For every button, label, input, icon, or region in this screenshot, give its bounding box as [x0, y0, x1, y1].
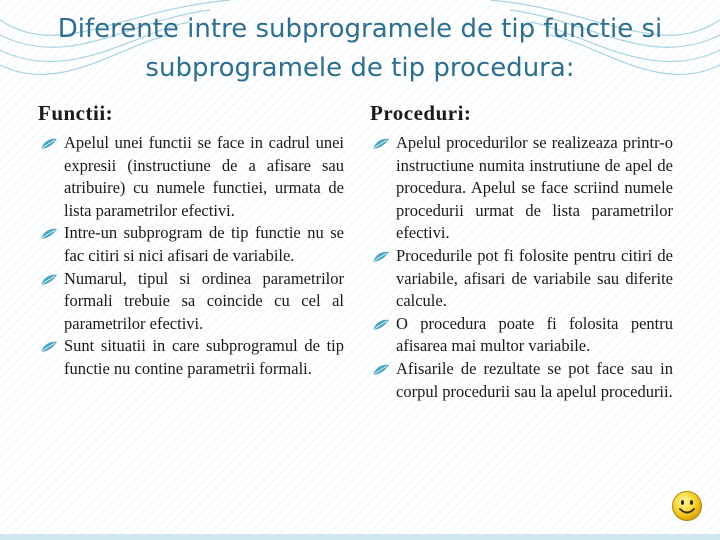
item-text: O procedura poate fi folosita pentru afisarea mai multor variabile. [396, 313, 673, 356]
leaf-bullet-icon [40, 228, 58, 240]
list-item [370, 245, 673, 313]
item-text: Procedurile pot fi folosite pentru citiri de variabile, afisari de variabile sau diferite calcule. [396, 245, 673, 311]
list-item [370, 358, 673, 403]
leaf-bullet-icon [40, 274, 58, 286]
list-item [370, 313, 673, 358]
leaf-bullet-icon [372, 364, 390, 376]
leaf-bullet-icon [40, 138, 58, 150]
leaf-bullet-icon [40, 341, 58, 353]
bottom-decoration [0, 522, 720, 540]
item-text: Apelul unei functii se face in cadrul unei expresii (instructiune de a afisare sau atribuire) cu numele functiei, urmata de lista parametrilor efectivi. [64, 133, 344, 220]
slide-title [20, 10, 700, 88]
item-text: Afisarile de rezultate se pot face sau in corpul procedurii sau la apelul procedurii. [396, 358, 673, 401]
leaf-bullet-icon [372, 251, 390, 263]
title-line-1: Diferente intre subprogramele de tip functie si [57, 14, 663, 44]
item-text: Numarul, tipul si ordinea parametrilor formali trebuie sa coincide cu cel al parametrilor efectivi. [64, 268, 344, 333]
list-item [370, 132, 673, 245]
procedures-heading: Proceduri: [370, 101, 472, 125]
list-item [38, 132, 344, 222]
functions-column [38, 100, 344, 381]
leaf-bullet-icon [372, 138, 390, 150]
functions-heading: Functii: [38, 101, 114, 125]
item-text: Intre-un subprogram de tip functie nu se fac citiri si nici afisari de variabile. [64, 223, 344, 265]
item-text: Apelul procedurilor se realizeaza printr-o instructiune numita instrutiune de apel de procedura. Apelul se face scriind numele procedurii urmat de lista parametrilor efectivi. [396, 133, 673, 243]
procedures-column [370, 100, 673, 403]
list-item [38, 335, 344, 380]
list-item [38, 222, 344, 267]
list-item [38, 268, 344, 336]
title-line-2: subprogramele de tip procedura: [145, 53, 575, 83]
leaf-bullet-icon [372, 319, 390, 331]
item-text: Sunt situatii in care subprogramul de tip functie nu contine parametrii formali. [64, 336, 344, 378]
smiley-face-icon [671, 490, 703, 522]
